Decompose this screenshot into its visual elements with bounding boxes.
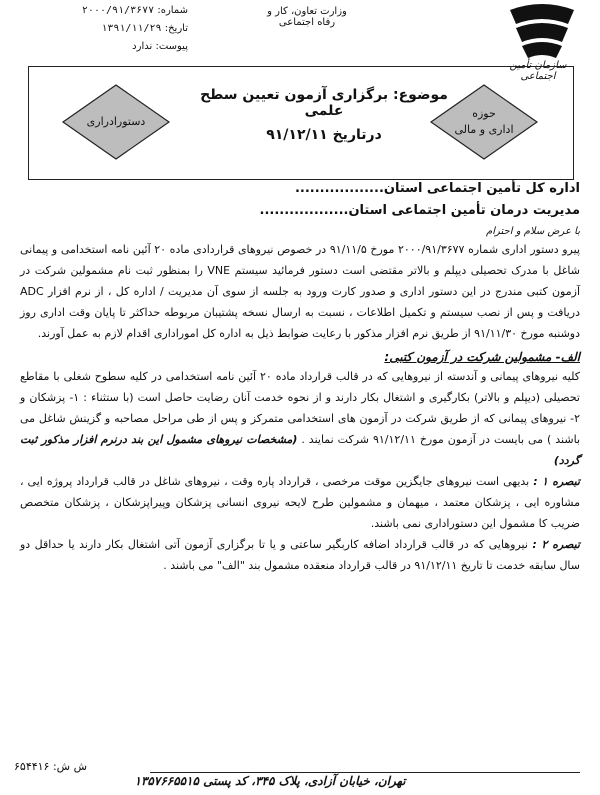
letter-attachment-value: ندارد — [132, 41, 153, 52]
section-a-title: الف- مشمولین شرکت در آزمون کتبی: — [384, 350, 580, 364]
note-2-title: تبصره ۲ : — [532, 538, 580, 551]
letter-date-row — [8, 20, 188, 38]
category-badge-right-line2: اداری و مالی — [454, 123, 514, 136]
addressee-2: مدیریت درمان تأمین اجتماعی استان.................. — [259, 203, 580, 218]
category-badge-right — [429, 83, 539, 161]
letter-date-label: تاریخ: — [164, 23, 188, 34]
footer-address: تهران، خیابان آزادی، پلاک ۳۴۵، کد پستی ۱۳۵۷۶۶۵۵۱۵ — [134, 774, 406, 788]
note-1-text: بدیهی است نیروهای جایگزین موقت مرخصی ، قرارداد پاره وقت ، نیروهای شاغل در قالب قرارداد پروژه ایی ، مشاوره ایی ، پزشکان معتمد ، میهمان و مشمولین طرح لایحه نیروی انسانی پزشکان وپیراپزشکان ، پزشکان متخصص ضریب کا مشمول این دستوراداری نمی باشند. — [20, 475, 580, 530]
letter-footer — [0, 760, 600, 795]
category-badge-left — [61, 83, 171, 161]
note-1-title: تبصره ۱ : — [533, 475, 580, 488]
subject-title: موضوع: برگزاری آزمون تعیین سطح علمی — [200, 87, 448, 119]
organization-logo-icon — [502, 2, 582, 62]
ministry-name: وزارت تعاون، کار و رفاه اجتماعی — [267, 6, 347, 28]
serial-number: ش ش: ۶۵۴۴۱۶ — [14, 760, 88, 773]
organization-caption: سازمان تأمین اجتماعی — [509, 60, 567, 82]
letter-number-value: ۲۰۰۰/۹۱/۳۶۷۷ — [81, 5, 155, 16]
intro-paragraph: پیرو دستور اداری شماره ۲۰۰۰/۹۱/۳۶۷۷ مورخ ۹۱/۱۱/۵ در خصوص نیروهای قراردادی ماده ۲۰ آئین نامه استخدامی و پیمانی شاغل با مدرک تحصیلی دیپلم و بالاتر مقتضی است دستور فرمائید سیستم VNE را بمنظور ثبت نام مشمولین شرکت در آزمون کتبی مندرج در این دستور اداری و صدور کارت ورود به جلسه از سوی آن مدیریت / اداره کل ، از نرم افزار ADC دریافت و پس از نصب سیستم و تکمیل اطلاعات ، نسبت به ارسال نسخه پشتیبان مربوطه حداکثر تا پایان وقت اداری روز دوشنبه مورخ ۹۱/۱۱/۳۰ از طریق نرم افزار مذکور با رعایت ضوابط ذیل به اداره کل اموراداری اقدام لازم به عمل آورند. — [20, 243, 581, 340]
note-1 — [20, 471, 580, 534]
footer-divider — [150, 772, 580, 773]
category-badge-right-line1: حوزه — [472, 107, 496, 120]
letter-meta — [8, 2, 188, 56]
letter-attachment-row — [8, 38, 188, 56]
subject-frame — [28, 66, 574, 180]
letter-attachment-label: پیوست: — [155, 41, 188, 52]
letter-date-value: ۱۳۹۱/۱۱/۲۹ — [101, 23, 162, 34]
category-badge-left-label: دستورادراری — [86, 115, 146, 128]
greeting: با عرض سلام و احترام — [486, 226, 580, 237]
section-a-subnote: (مشخصات نیروهای مشمول این بند درنرم افزار مذکور ثبت گردد) — [20, 433, 580, 467]
section-a-text: کلیه نیروهای پیمانی و آندسته از نیروهایی که در قالب قرارداد ماده ۲۰ آئین نامه استخدامی در کلیه سطوح شغلی با مقاطع تحصیلی (دیپلم و بالاتر) بکارگیری و اشتغال بکار دارند و از نحوه خدمت آنان رضایت حاصل است (با ستثناء : ۱- پزشکان و ۲- نیروهای پیمانی که از طریق شرکت در آزمون های استخدامی متمرکز و پس از طی مراحل مصاحبه و گزینش شاغل می باشند ) می بایست در آزمون مورخ ۹۱/۱۲/۱۱ شرکت نمایند . — [20, 370, 580, 446]
subject-block — [179, 87, 469, 143]
note-2-text: نیروهایی که در قالب قرارداد اضافه کاربگیر ساعتی و یا تا برگزاری آزمون آتی اشتغال بکار دارند یا حداقل دو سال سابقه خدمت تا تاریخ ۹۱/۱۲/۱۱ در قالب قرارداد منعقده مشمول بند "الف" می باشند . — [20, 538, 580, 572]
section-a-paragraph — [20, 366, 580, 471]
subject-date: درتاریخ ۹۱/۱۲/۱۱ — [266, 127, 382, 143]
addressee-1: اداره کل تأمین اجتماعی استان.................. — [294, 181, 580, 196]
letter-number-label: شماره: — [157, 5, 188, 16]
letter-body — [20, 178, 580, 576]
letter-number-row — [8, 2, 188, 20]
note-2 — [20, 534, 580, 576]
